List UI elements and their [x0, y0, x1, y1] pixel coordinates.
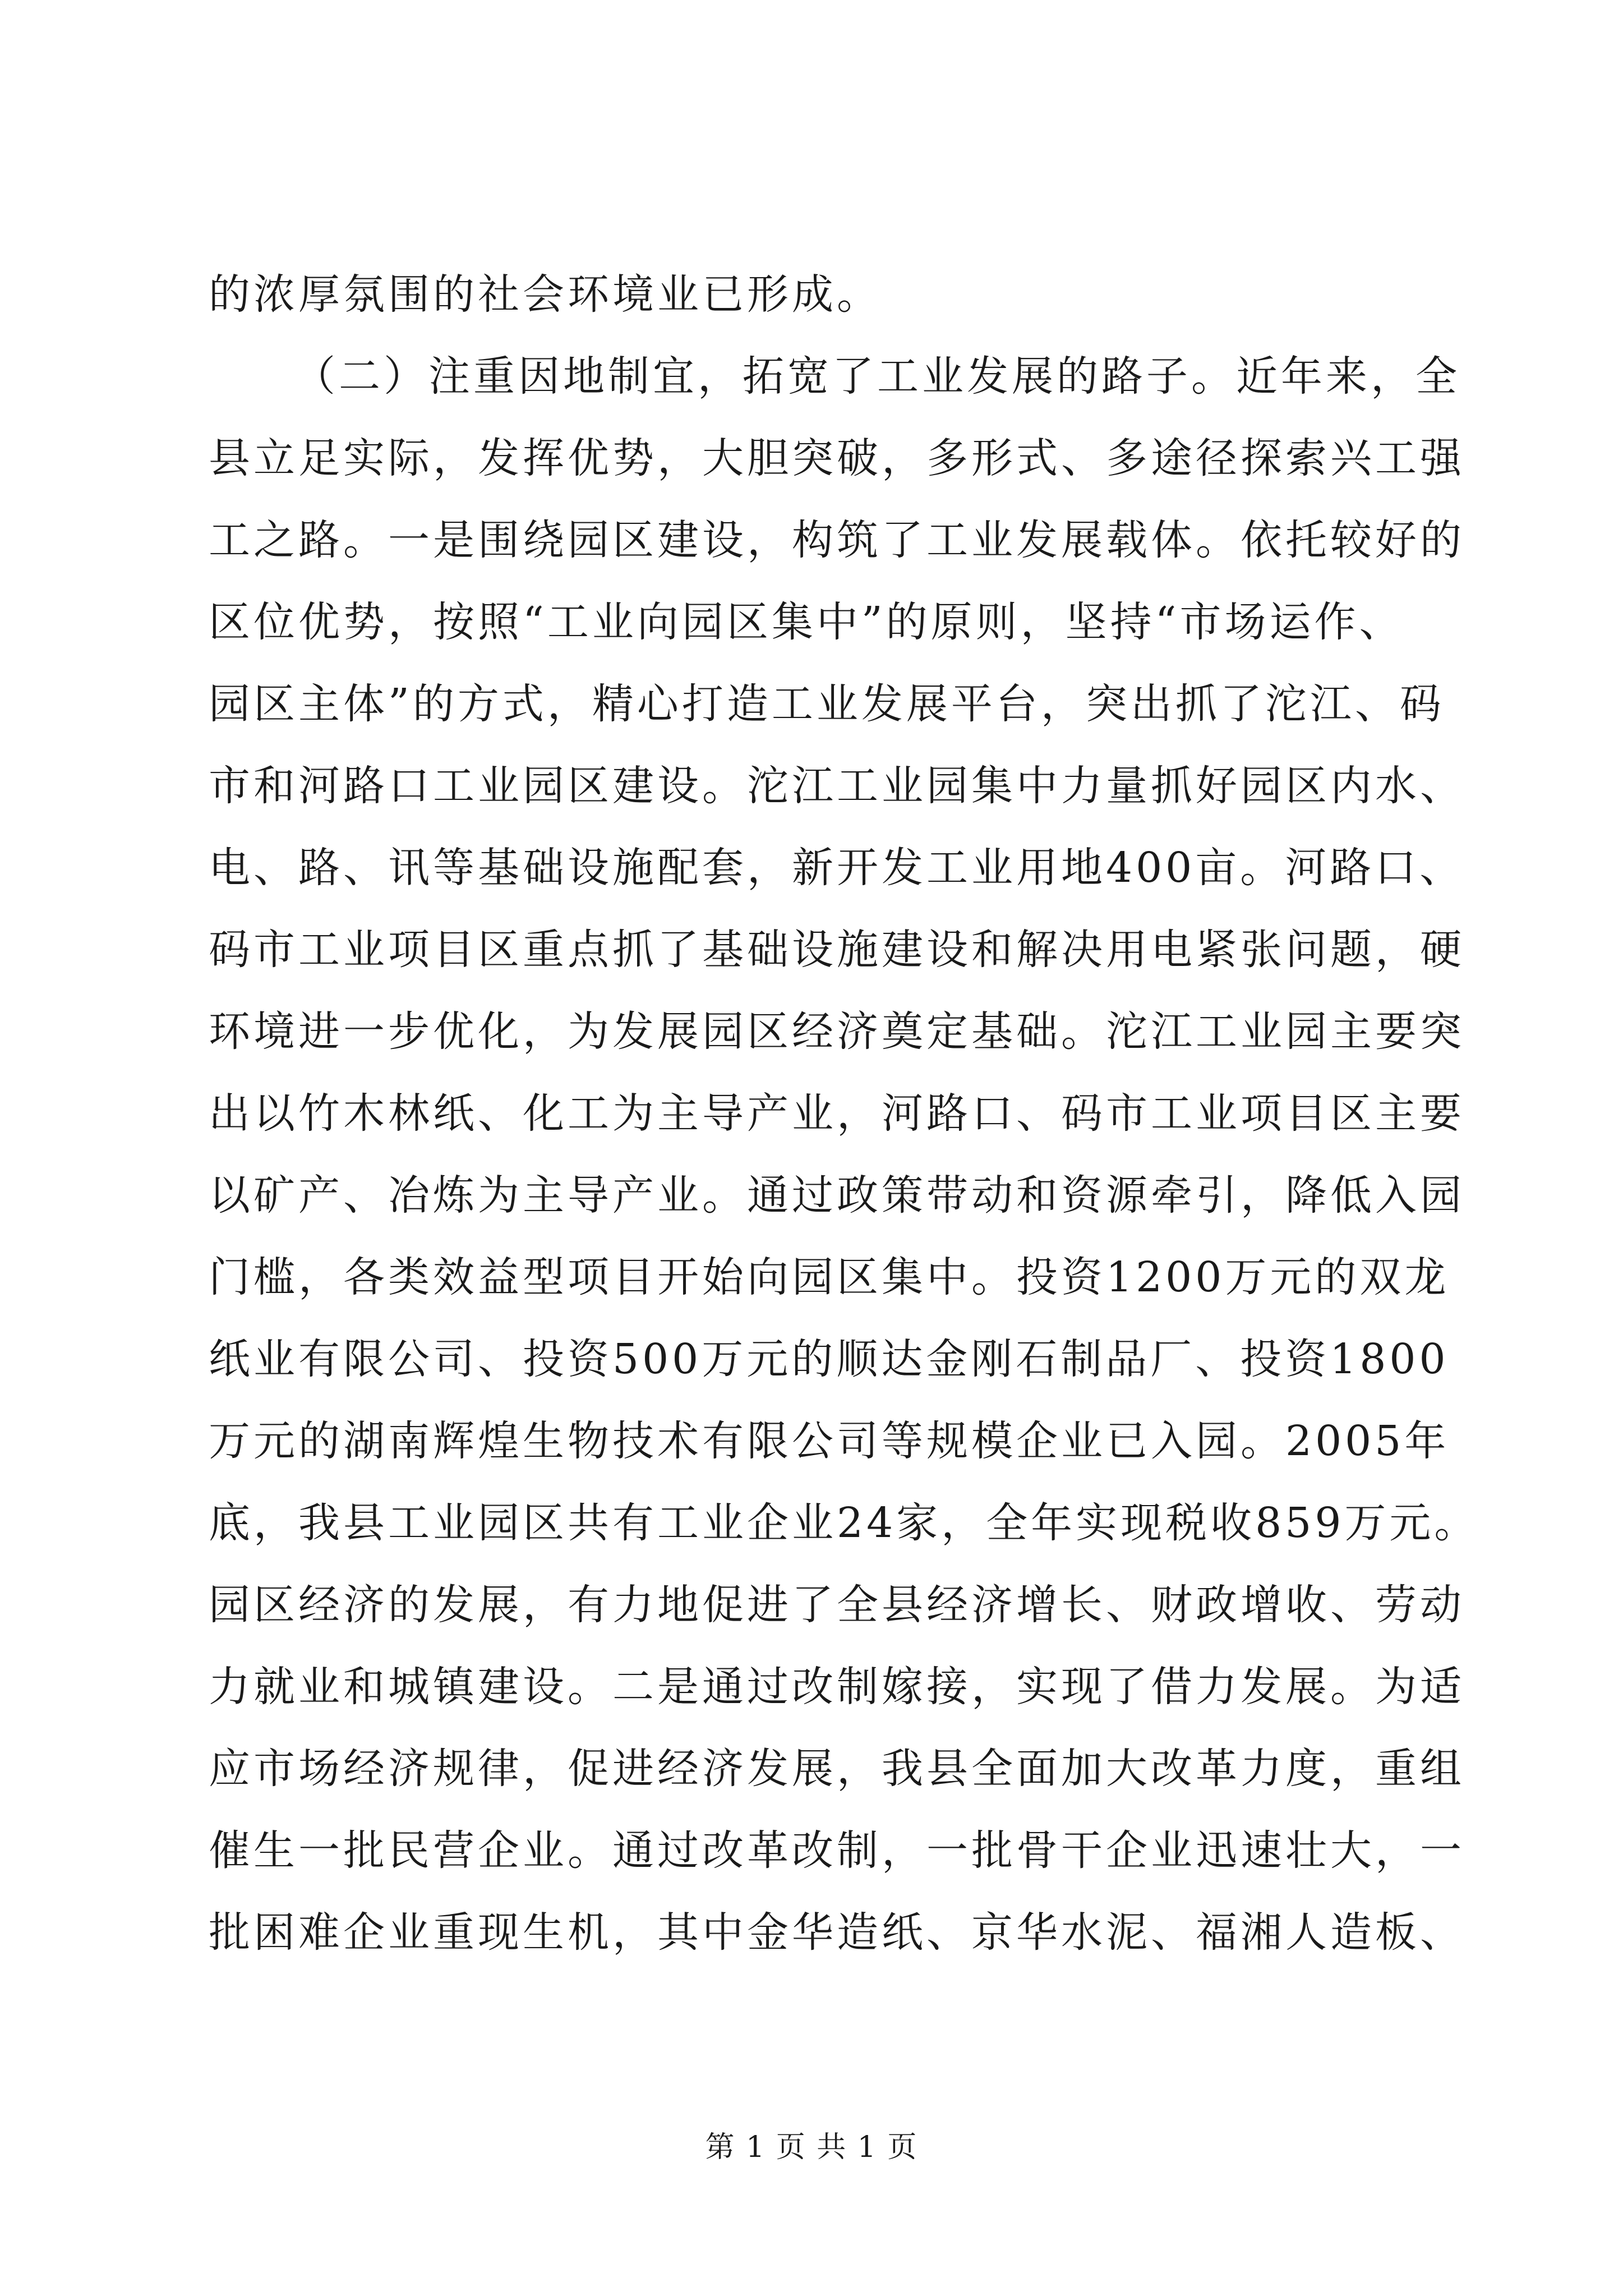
text-line: 催生一批民营企业。通过改革改制，一批骨干企业迅速壮大，一 [209, 1826, 1465, 1875]
body-text [209, 254, 1479, 1973]
text-line: 环境进一步优化，为发展园区经济奠定基础。沱江工业园主要突 [209, 1007, 1465, 1056]
page-number-label: 第 1 页 共 1 页 [705, 2131, 918, 2164]
paragraph-start-line: （二）注重因地制宜，拓宽了工业发展的路子。近年来，全 [294, 352, 1460, 401]
text-line: 的浓厚氛围的社会环境业已形成。 [209, 270, 882, 319]
text-line: 码市工业项目区重点抓了基础设施建设和解决用电紧张问题，硬 [209, 926, 1465, 974]
text-line: 县立足实际，发挥优势，大胆突破，多形式、多途径探索兴工强 [209, 434, 1465, 482]
text-line: 出以竹木林纸、化工为主导产业，河路口、码市工业项目区主要 [209, 1089, 1465, 1138]
text-line: 万元的湖南辉煌生物技术有限公司等规模企业已入园。2005年 [209, 1417, 1450, 1465]
text-line: 园区主体”的方式，精心打造工业发展平台，突出抓了沱江、码 [209, 680, 1445, 728]
text-line: 力就业和城镇建设。二是通过改制嫁接，实现了借力发展。为适 [209, 1663, 1465, 1711]
text-line: 区位优势，按照“工业向园区集中”的原则，坚持“市场运作、 [209, 598, 1404, 646]
text-line: 门槛，各类效益型项目开始向园区集中。投资1200万元的双龙 [209, 1253, 1450, 1301]
text-line: 市和河路口工业园区建设。沱江工业园集中力量抓好园区内水、 [209, 762, 1465, 810]
text-line: 园区经济的发展，有力地促进了全县经济增长、财政增收、劳动 [209, 1581, 1465, 1629]
text-line: 电、路、讯等基础设施配套，新开发工业用地400亩。河路口、 [209, 844, 1465, 892]
text-line: 工之路。一是围绕园区建设，构筑了工业发展载体。依托较好的 [209, 516, 1465, 564]
text-line: 纸业有限公司、投资500万元的顺达金刚石制品厂、投资1800 [209, 1335, 1449, 1383]
text-line: 批困难企业重现生机，其中金华造纸、京华水泥、福湘人造板、 [209, 1908, 1465, 1957]
text-line: 应市场经济规律，促进经济发展，我县全面加大改革力度，重组 [209, 1745, 1465, 1793]
text-line: 以矿产、冶炼为主导产业。通过政策带动和资源牵引，降低入园 [209, 1171, 1465, 1220]
text-line: 底，我县工业园区共有工业企业24家，全年实现税收859万元。 [209, 1499, 1479, 1547]
page-footer [0, 2123, 1623, 2165]
